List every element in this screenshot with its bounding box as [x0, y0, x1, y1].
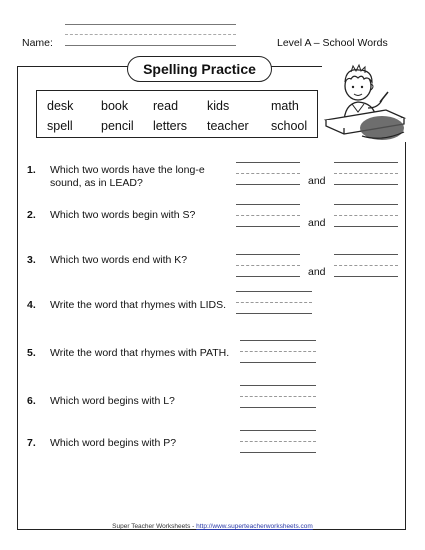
answer-line-top: [240, 340, 316, 341]
footer: [0, 523, 425, 530]
footer-separator: -: [192, 523, 195, 530]
answer-line[interactable]: [236, 184, 300, 185]
student-writing-icon: [322, 62, 408, 142]
footer-url-link[interactable]: http://www.superteacherworksheets.com: [196, 523, 313, 530]
word-bank-word: school: [271, 119, 308, 133]
question-number: 1.: [27, 164, 36, 176]
answer-guide-dash: [240, 441, 316, 442]
name-answer-line[interactable]: [65, 45, 236, 46]
answer-guide-dash: [236, 215, 300, 216]
answer-guide-dash: [240, 351, 316, 352]
and-label: and: [308, 175, 326, 187]
word-bank-word: book: [101, 99, 129, 113]
name-label: Name:: [22, 37, 53, 49]
answer-line[interactable]: [334, 184, 398, 185]
question-number: 4.: [27, 299, 36, 311]
word-bank-word: letters: [153, 119, 188, 133]
answer-line-top: [236, 254, 300, 255]
question-text: Which two words end with K?: [50, 254, 188, 266]
question-text: Write the word that rhymes with LIDS.: [50, 299, 227, 311]
question-number: 6.: [27, 395, 36, 407]
answer-line[interactable]: [240, 407, 316, 408]
question-text: Write the word that rhymes with PATH.: [50, 347, 230, 359]
word-bank-word: pencil: [101, 119, 134, 133]
question-text: Which word begins with L?: [50, 395, 175, 407]
answer-guide-dash: [334, 215, 398, 216]
answer-line-top: [240, 385, 316, 386]
name-top-line: [65, 24, 236, 25]
answer-line[interactable]: [240, 362, 316, 363]
question-number: 2.: [27, 209, 36, 221]
answer-guide-dash: [240, 396, 316, 397]
answer-line-top: [236, 204, 300, 205]
word-bank-word: kids: [207, 99, 230, 113]
answer-line[interactable]: [334, 276, 398, 277]
answer-guide-dash: [236, 265, 300, 266]
and-label: and: [308, 266, 326, 278]
page-title: Spelling Practice: [127, 56, 272, 82]
and-label: and: [308, 217, 326, 229]
answer-guide-dash: [334, 265, 398, 266]
answer-line[interactable]: [240, 452, 316, 453]
word-bank-word: spell: [47, 119, 73, 133]
question-number: 5.: [27, 347, 36, 359]
footer-site-name: Super Teacher Worksheets: [112, 523, 191, 530]
question-number: 3.: [27, 254, 36, 266]
answer-line-top: [334, 162, 398, 163]
answer-guide-dash: [236, 173, 300, 174]
answer-line-top: [334, 254, 398, 255]
answer-line-top: [240, 430, 316, 431]
question-text: Which two words begin with S?: [50, 209, 196, 221]
answer-guide-dash: [236, 302, 312, 303]
name-dashed-line: [65, 34, 236, 35]
word-bank-word: math: [271, 99, 299, 113]
answer-line[interactable]: [236, 226, 300, 227]
level-label: Level A – School Words: [277, 37, 388, 49]
answer-line-top: [236, 162, 300, 163]
answer-line-top: [334, 204, 398, 205]
answer-guide-dash: [334, 173, 398, 174]
word-bank-box: [36, 90, 318, 138]
question-number: 7.: [27, 437, 36, 449]
answer-line[interactable]: [236, 276, 300, 277]
word-bank-word: teacher: [207, 119, 249, 133]
word-bank-word: read: [153, 99, 179, 113]
word-bank-word: desk: [47, 99, 74, 113]
answer-line[interactable]: [334, 226, 398, 227]
answer-line[interactable]: [236, 313, 312, 314]
question-text: Which word begins with P?: [50, 437, 177, 449]
question-text: Which two words have the long-e sound, as in LEAD?: [50, 164, 205, 189]
answer-line-top: [236, 291, 312, 292]
